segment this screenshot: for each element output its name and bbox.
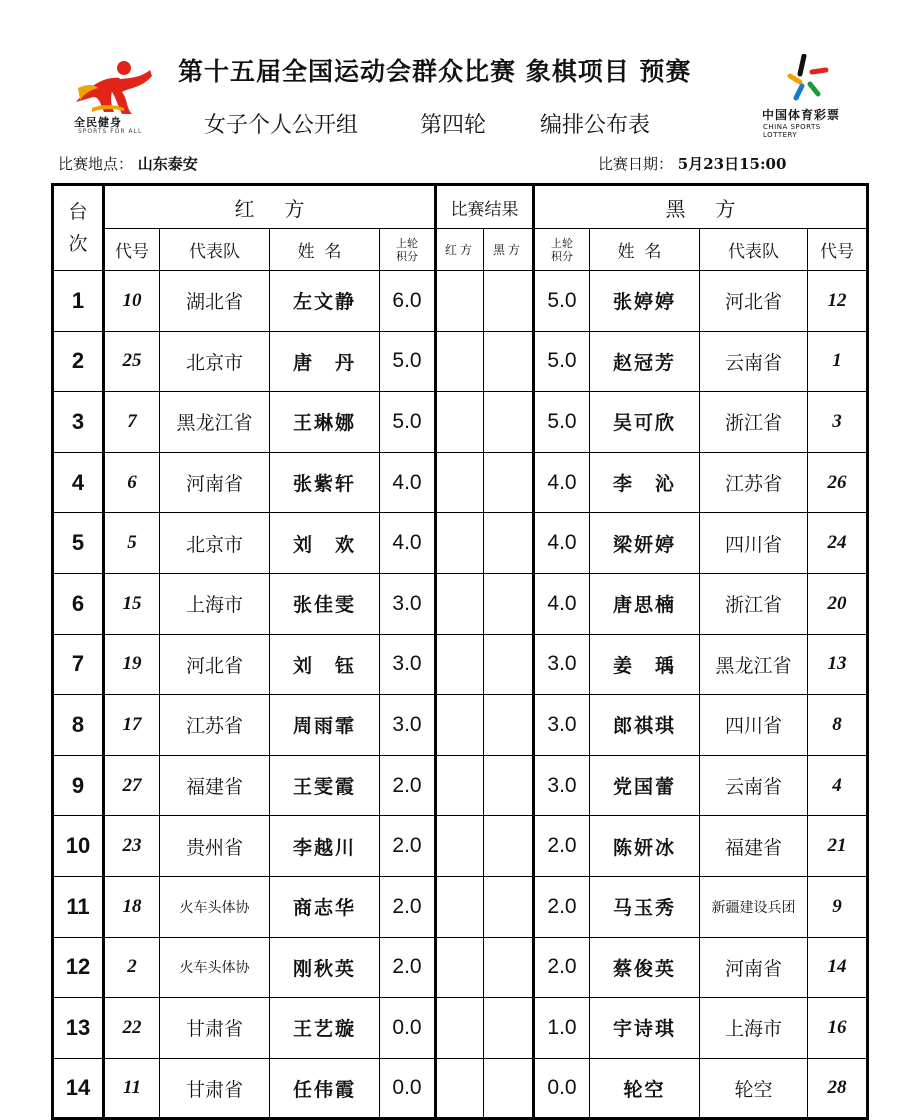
black-result-cell [484, 1058, 534, 1119]
black-name-cell: 张婷婷 [590, 271, 700, 332]
red-result-cell [436, 816, 484, 877]
table-row [53, 392, 868, 453]
red-name-cell: 唐 丹 [270, 331, 380, 392]
black-code-cell: 21 [808, 816, 868, 877]
red-name-cell: 张紫轩 [270, 452, 380, 513]
red-result-cell [436, 634, 484, 695]
table-no-cell: 9 [53, 755, 104, 816]
red-code-cell: 19 [104, 634, 160, 695]
black-code-cell: 16 [808, 998, 868, 1059]
black-result-cell [484, 392, 534, 453]
black-name-cell: 梁妍婷 [590, 513, 700, 574]
black-team-cell: 四川省 [700, 513, 808, 574]
red-prev-score-cell: 4.0 [380, 452, 436, 513]
black-name-cell: 轮空 [590, 1058, 700, 1119]
black-code-cell: 13 [808, 634, 868, 695]
black-team-cell: 浙江省 [700, 392, 808, 453]
black-prev-score-cell: 2.0 [534, 876, 590, 937]
red-result-cell [436, 271, 484, 332]
black-name-cell: 吴可欣 [590, 392, 700, 453]
black-team-cell: 福建省 [700, 816, 808, 877]
black-team-cell: 四川省 [700, 695, 808, 756]
red-team-cell: 湖北省 [160, 271, 270, 332]
black-prev-score-cell: 3.0 [534, 634, 590, 695]
red-result-cell [436, 331, 484, 392]
black-result-cell [484, 755, 534, 816]
red-prev-score-cell: 6.0 [380, 271, 436, 332]
black-code-cell: 4 [808, 755, 868, 816]
red-result-header: 红方 [436, 229, 484, 271]
table-no-cell: 3 [53, 392, 104, 453]
black-team-cell: 上海市 [700, 998, 808, 1059]
red-name-cell: 王琳娜 [270, 392, 380, 453]
table-row [53, 755, 868, 816]
black-name-cell: 唐思楠 [590, 573, 700, 634]
black-team-cell: 黑龙江省 [700, 634, 808, 695]
red-prev-score-cell: 2.0 [380, 816, 436, 877]
red-name-cell: 任伟霞 [270, 1058, 380, 1119]
black-prev-score-cell: 4.0 [534, 452, 590, 513]
table-no-cell: 11 [53, 876, 104, 937]
red-prev-score-cell: 2.0 [380, 876, 436, 937]
black-result-cell [484, 513, 534, 574]
black-prev-score-cell: 3.0 [534, 695, 590, 756]
table-row [53, 634, 868, 695]
red-result-cell [436, 452, 484, 513]
table-no-cell: 14 [53, 1058, 104, 1119]
black-code-cell: 24 [808, 513, 868, 574]
red-team-cell: 北京市 [160, 331, 270, 392]
red-name-cell: 刘 欢 [270, 513, 380, 574]
table-no-cell: 4 [53, 452, 104, 513]
logo-right-cn: 中国体育彩票 [762, 108, 841, 122]
black-team-cell: 新疆建设兵团 [700, 876, 808, 937]
red-name-cell: 刚秋英 [270, 937, 380, 998]
red-name-cell: 王雯霞 [270, 755, 380, 816]
black-prev-score-cell: 5.0 [534, 331, 590, 392]
black-result-cell [484, 452, 534, 513]
table-no-cell: 13 [53, 998, 104, 1059]
black-result-cell [484, 937, 534, 998]
header-row-bottom [53, 229, 868, 271]
black-result-cell [484, 695, 534, 756]
red-code-cell: 10 [104, 271, 160, 332]
black-team-cell: 江苏省 [700, 452, 808, 513]
black-code-cell: 14 [808, 937, 868, 998]
black-code-cell: 3 [808, 392, 868, 453]
red-result-cell [436, 755, 484, 816]
table-row [53, 937, 868, 998]
black-prev-score-cell: 2.0 [534, 816, 590, 877]
red-name-cell: 刘 钰 [270, 634, 380, 695]
red-prev-score-cell: 3.0 [380, 695, 436, 756]
red-name-cell: 周雨霏 [270, 695, 380, 756]
red-code-cell: 18 [104, 876, 160, 937]
running-figures-icon [68, 58, 156, 116]
table-no-cell: 6 [53, 573, 104, 634]
table-row [53, 513, 868, 574]
black-result-cell [484, 573, 534, 634]
black-result-cell [484, 998, 534, 1059]
china-sports-lottery-logo [760, 54, 856, 138]
red-result-cell [436, 876, 484, 937]
black-team-cell: 河北省 [700, 271, 808, 332]
red-result-cell [436, 998, 484, 1059]
black-prev-score-cell: 0.0 [534, 1058, 590, 1119]
black-name-cell: 宇诗琪 [590, 998, 700, 1059]
black-name-cell: 姜 瑀 [590, 634, 700, 695]
red-team-cell: 北京市 [160, 513, 270, 574]
black-code-cell: 8 [808, 695, 868, 756]
red-result-cell [436, 937, 484, 998]
black-name-cell: 郎祺琪 [590, 695, 700, 756]
black-team-cell: 浙江省 [700, 573, 808, 634]
black-result-cell [484, 816, 534, 877]
table-no-cell: 2 [53, 331, 104, 392]
page-title: 第十五届全国运动会群众比赛 象棋项目 预赛 [178, 57, 692, 86]
red-code-cell: 5 [104, 513, 160, 574]
black-prev-score-cell: 2.0 [534, 937, 590, 998]
table-no-cell: 1 [53, 271, 104, 332]
black-prev-score-cell: 4.0 [534, 513, 590, 574]
black-code-cell: 1 [808, 331, 868, 392]
black-team-cell: 轮空 [700, 1058, 808, 1119]
red-code-cell: 2 [104, 937, 160, 998]
venue-info [58, 153, 198, 174]
pairing-rows [53, 271, 868, 1119]
black-name-header: 姓名 [590, 229, 700, 271]
black-prev-score-cell: 4.0 [534, 573, 590, 634]
red-code-cell: 17 [104, 695, 160, 756]
red-team-cell: 河北省 [160, 634, 270, 695]
black-name-cell: 李 沁 [590, 452, 700, 513]
document-header [0, 0, 922, 173]
date-label: 比赛日期： [598, 155, 674, 173]
red-code-cell: 11 [104, 1058, 160, 1119]
result-header: 比赛结果 [436, 185, 534, 229]
black-name-cell: 党国蕾 [590, 755, 700, 816]
red-prev-score-cell: 4.0 [380, 513, 436, 574]
red-team-cell: 甘肃省 [160, 998, 270, 1059]
red-result-cell [436, 1058, 484, 1119]
group-label: 女子个人公开组 [204, 113, 359, 138]
black-code-cell: 12 [808, 271, 868, 332]
red-team-cell: 黑龙江省 [160, 392, 270, 453]
red-name-cell: 左文静 [270, 271, 380, 332]
black-result-cell [484, 271, 534, 332]
black-team-cell: 河南省 [700, 937, 808, 998]
red-code-cell: 15 [104, 573, 160, 634]
table-row [53, 695, 868, 756]
red-prev-score-cell: 0.0 [380, 998, 436, 1059]
red-team-header: 代表队 [160, 229, 270, 271]
black-prev-score-header: 上轮 积分 [534, 229, 590, 271]
venue-label: 比赛地点： [58, 155, 134, 173]
black-prev-score-cell: 5.0 [534, 271, 590, 332]
logo-right-en: CHINA SPORTS LOTTERY [763, 123, 821, 139]
table-row [53, 452, 868, 513]
red-prev-score-cell: 2.0 [380, 937, 436, 998]
table-row [53, 998, 868, 1059]
red-prev-score-cell: 5.0 [380, 331, 436, 392]
red-team-cell: 福建省 [160, 755, 270, 816]
table-no-cell: 12 [53, 937, 104, 998]
black-team-cell: 云南省 [700, 755, 808, 816]
red-prev-score-cell: 5.0 [380, 392, 436, 453]
red-prev-score-cell: 0.0 [380, 1058, 436, 1119]
red-side-header: 红方 [104, 185, 436, 229]
table-no-cell: 10 [53, 816, 104, 877]
lottery-star-icon [760, 54, 856, 104]
date-info [598, 153, 786, 174]
black-result-cell [484, 331, 534, 392]
black-team-header: 代表队 [700, 229, 808, 271]
black-side-header: 黑方 [534, 185, 868, 229]
red-code-cell: 6 [104, 452, 160, 513]
black-name-cell: 陈妍冰 [590, 816, 700, 877]
red-team-cell: 火车头体协 [160, 876, 270, 937]
red-code-cell: 25 [104, 331, 160, 392]
red-prev-score-cell: 3.0 [380, 634, 436, 695]
black-name-cell: 赵冠芳 [590, 331, 700, 392]
red-prev-score-cell: 2.0 [380, 755, 436, 816]
red-prev-score-cell: 3.0 [380, 573, 436, 634]
black-code-header: 代号 [808, 229, 868, 271]
red-code-cell: 23 [104, 816, 160, 877]
date-value: 5月23日15:00 [677, 155, 787, 173]
table-row [53, 573, 868, 634]
red-result-cell [436, 695, 484, 756]
red-code-cell: 7 [104, 392, 160, 453]
red-result-cell [436, 513, 484, 574]
round-label: 第四轮 [420, 113, 487, 138]
red-team-cell: 火车头体协 [160, 937, 270, 998]
red-team-cell: 江苏省 [160, 695, 270, 756]
venue-value: 山东泰安 [137, 155, 198, 173]
red-team-cell: 贵州省 [160, 816, 270, 877]
logo-left-text: 全民健身 [74, 116, 122, 129]
red-name-cell: 张佳雯 [270, 573, 380, 634]
black-result-cell [484, 634, 534, 695]
doc-type-label: 编排公布表 [540, 113, 651, 138]
black-team-cell: 云南省 [700, 331, 808, 392]
red-name-cell: 商志华 [270, 876, 380, 937]
red-code-cell: 27 [104, 755, 160, 816]
red-result-cell [436, 573, 484, 634]
black-result-header: 黑方 [484, 229, 534, 271]
header-row-top [53, 185, 868, 229]
table-no-header: 台 次 [53, 185, 104, 271]
red-team-cell: 甘肃省 [160, 1058, 270, 1119]
black-prev-score-cell: 5.0 [534, 392, 590, 453]
black-prev-score-cell: 3.0 [534, 755, 590, 816]
black-name-cell: 马玉秀 [590, 876, 700, 937]
red-name-cell: 李越川 [270, 816, 380, 877]
black-result-cell [484, 876, 534, 937]
logo-left-subtext: SPORTS FOR ALL [78, 128, 143, 135]
table-row [53, 816, 868, 877]
black-name-cell: 蔡俊英 [590, 937, 700, 998]
pairing-table [51, 183, 869, 1120]
red-team-cell: 河南省 [160, 452, 270, 513]
table-row [53, 331, 868, 392]
table-no-cell: 8 [53, 695, 104, 756]
black-code-cell: 20 [808, 573, 868, 634]
red-prev-score-header: 上轮 积分 [380, 229, 436, 271]
red-result-cell [436, 392, 484, 453]
table-row [53, 876, 868, 937]
table-row [53, 1058, 868, 1119]
red-code-header: 代号 [104, 229, 160, 271]
sports-for-all-logo [68, 58, 156, 138]
red-name-header: 姓名 [270, 229, 380, 271]
table-no-cell: 7 [53, 634, 104, 695]
black-code-cell: 26 [808, 452, 868, 513]
black-code-cell: 9 [808, 876, 868, 937]
red-name-cell: 王艺璇 [270, 998, 380, 1059]
table-row [53, 271, 868, 332]
red-code-cell: 22 [104, 998, 160, 1059]
table-no-cell: 5 [53, 513, 104, 574]
red-team-cell: 上海市 [160, 573, 270, 634]
black-prev-score-cell: 1.0 [534, 998, 590, 1059]
black-code-cell: 28 [808, 1058, 868, 1119]
